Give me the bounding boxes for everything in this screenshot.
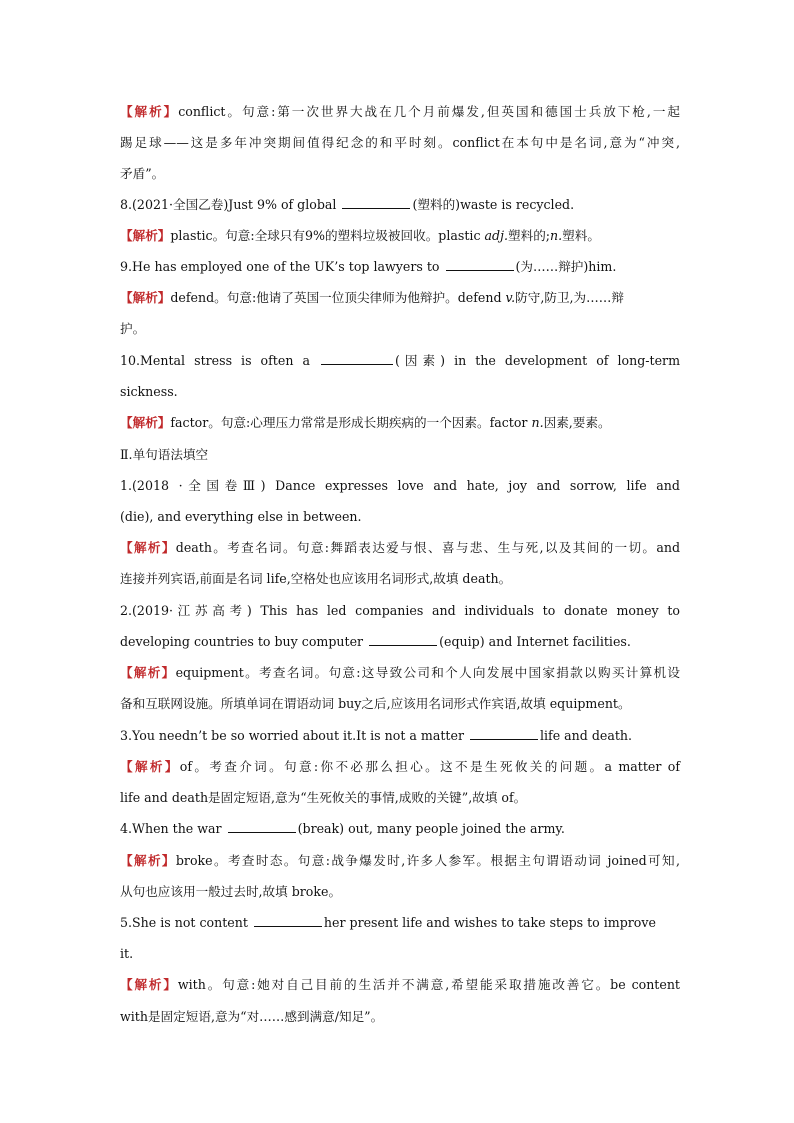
analysis-tag: 【解析】 [120,853,176,868]
text: (die), and everything else in between. [120,509,362,524]
text-line [120,632,680,652]
text-line [120,133,680,153]
text: 1.(2018 ·全国卷Ⅲ) Dance expresses love and hate, joy and sorrow, life and [120,478,680,493]
text: (break) out, many people joined the army. [297,821,565,836]
text-line [120,319,680,339]
text: 备和互联网设施。所填单词在谓语动词 buy之后,应该用名词形式作宾语,故填 equipment。 [120,696,631,711]
text: 8.(2021·全国乙卷)Just 9% of global [120,197,337,212]
text: (塑料的)waste is recycled. [412,197,575,212]
answer-blank [254,914,322,927]
text: 5.She is not content [120,915,248,930]
text: 护。 [120,321,146,336]
text: it. [120,946,134,961]
answer-blank [321,352,393,365]
question-4 [120,819,680,839]
analysis-line [120,851,680,871]
text: 9.He has employed one of the UK’s top lawyers to [120,259,440,274]
text: (为……辩护)him. [515,259,617,274]
text: death。考查名词。句意:舞蹈表达爱与恨、喜与悲、生与死,以及其间的一切。and [175,540,681,555]
analysis-line [120,538,680,558]
text: 踢足球——这是多年冲突期间值得纪念的和平时刻。conflict在本句中是名词,意为“冲突, [120,135,680,150]
analysis-line [120,975,680,995]
text: conflict。句意:第一次世界大战在几个月前爆发,但英国和德国士兵放下枪,一起 [178,104,680,119]
text: 从句也应该用一般过去时,故填 broke。 [120,884,342,899]
text: 塑料。 [562,228,600,243]
answer-blank [446,258,514,271]
text: (equip) and Internet facilities. [439,634,631,649]
analysis-line [120,102,680,122]
text: with。句意:她对自己目前的生活并不满意,希望能采取措施改善它。be content [177,977,680,992]
answer-blank [369,633,437,646]
answer-blank [228,820,296,833]
text: 3.You needn’t be so worried about it.It is not a matter [120,728,464,743]
text: developing countries to buy computer [120,634,364,649]
section-title: Ⅱ.单句语法填空 [120,447,209,462]
text: her present life and wishes to take steps to improve [323,915,656,930]
text: 10.Mental stress is often a [120,353,310,368]
analysis-tag: 【解析】 [120,415,171,430]
text-line [120,882,680,902]
question-10 [120,351,680,371]
analysis-line [120,226,680,246]
text: equipment。考查名词。句意:这导致公司和个人向发展中国家捐款以购买计算机设 [175,665,680,680]
text-line [120,164,680,184]
analysis-tag: 【解析】 [120,665,176,680]
analysis-line [120,663,680,683]
text: 2.(2019·江苏高考) This has led companies and individuals to donate money to [120,603,680,618]
text-line [120,694,680,714]
analysis-tag: 【解析】 [120,977,178,992]
text: 连接并列宾语,前面是名词 life,空格处也应该用名词形式,故填 death。 [120,571,512,586]
text: factor。句意:心理压力常常是形成长期疾病的一个因素。factor [170,415,528,430]
analysis-tag: 【解析】 [120,540,176,555]
text: 因素,要素。 [543,415,611,430]
text: life and death. [539,728,633,743]
text: v. [505,290,516,305]
text-line [120,788,680,808]
text-line [120,382,680,402]
text-line [120,1007,680,1027]
question-2 [120,601,680,621]
analysis-tag: 【解析】 [120,290,171,305]
text: plastic。句意:全球只有9%的塑料垃圾被回收。plastic [170,228,481,243]
analysis-tag: 【解析】 [120,228,171,243]
question-5 [120,913,680,933]
question-9 [120,257,680,277]
text: n. [531,415,544,430]
text: adj. [484,228,509,243]
text: broke。考查时态。句意:战争爆发时,许多人参军。根据主句谓语动词 joined可知, [175,853,680,868]
text: sickness. [120,384,178,399]
answer-blank [342,196,410,209]
text-line [120,569,680,589]
question-1 [120,476,680,496]
question-3 [120,726,680,746]
text: 塑料的; [508,228,551,243]
analysis-tag: 【解析】 [120,104,179,119]
text: (因素) in the development of long-term [395,353,681,368]
section-heading [120,445,680,465]
analysis-tag: 【解析】 [120,759,180,774]
text-line [120,944,680,964]
text-line [120,507,680,527]
analysis-line [120,757,680,777]
analysis-line [120,413,680,433]
text: 矛盾”。 [120,166,165,181]
analysis-line [120,288,680,308]
text: 防守,防卫,为……辩 [515,290,624,305]
text: 4.When the war [120,821,222,836]
text: n. [550,228,563,243]
text: defend。句意:他请了英国一位顶尖律师为他辩护。defend [170,290,502,305]
text: with是固定短语,意为“对……感到满意/知足”。 [120,1009,384,1024]
answer-blank [470,727,538,740]
text: of。考查介词。句意:你不必那么担心。这不是生死攸关的问题。a matter of [179,759,680,774]
text: life and death是固定短语,意为“生死攸关的事情,成败的关键”,故填 of。 [120,790,527,805]
question-8 [120,195,680,215]
